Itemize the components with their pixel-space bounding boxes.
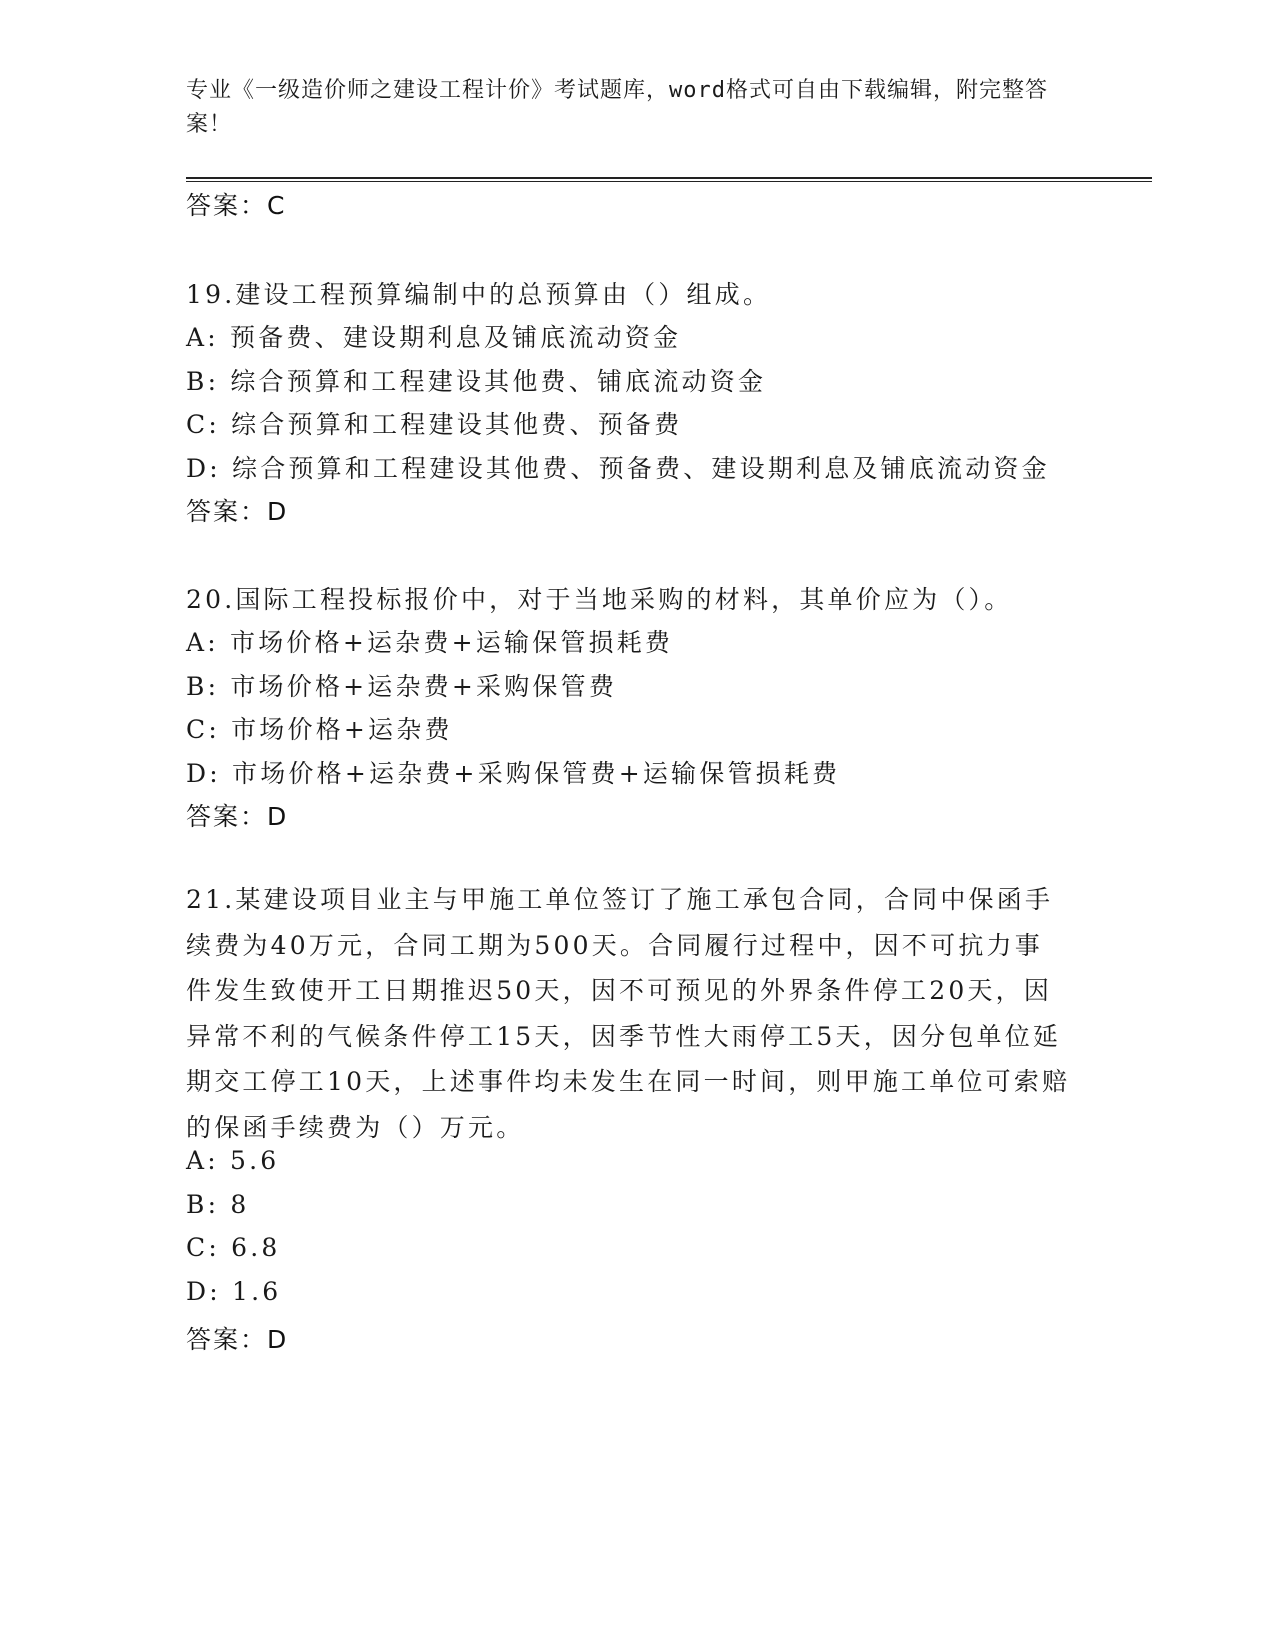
question-21-answer: 答案：D: [186, 1325, 289, 1354]
question-21-option-d: D: 1.6: [186, 1277, 282, 1306]
question-19-option-c: C: 综合预算和工程建设其他费、预备费: [186, 410, 683, 439]
question-20-option-c: C: 市场价格+运杂费: [186, 715, 453, 744]
question-21-option-c: C: 6.8: [186, 1233, 281, 1262]
header-divider: [186, 177, 1152, 179]
question-19-answer: 答案：D: [186, 497, 289, 526]
question-20-option-b: B: 市场价格+运杂费+采购保管费: [186, 672, 618, 701]
question-21-stem: 21.某建设项目业主与甲施工单位签订了施工承包合同，合同中保函手续费为40万元，合同工期为500天。合同履行过程中，因不可抗力事件发生致使开工日期推迟50天，因不可预见的外界条件停工20天，因异常不利的气候条件停工15天，因季节性大雨停工5天，因分包单位延期交工停工10天，上述事件均未发生在同一时间，则甲施工单位可索赔的保函手续费为（）万元。: [186, 885, 1071, 1142]
question-21-option-a: A: 5.6: [186, 1146, 280, 1175]
document-header: 专业《一级造价师之建设工程计价》考试题库，word格式可自由下载编辑，附完整答案！: [186, 78, 1048, 137]
question-21-option-b: B: 8: [186, 1190, 250, 1219]
question-20-stem: 20.国际工程投标报价中，对于当地采购的材料，其单价应为（）。: [186, 585, 1013, 614]
question-19-option-a: A: 预备费、建设期利息及铺底流动资金: [186, 323, 682, 352]
question-20-answer: 答案：D: [186, 802, 289, 831]
question-20-option-a: A: 市场价格+运杂费+运输保管损耗费: [186, 628, 674, 657]
question-19-option-b: B: 综合预算和工程建设其他费、铺底流动资金: [186, 367, 767, 396]
previous-answer: 答案：C: [186, 191, 287, 220]
question-19-stem: 19.建设工程预算编制中的总预算由（）组成。: [186, 280, 772, 309]
header-divider-thin: [186, 181, 1152, 182]
question-20-option-d: D: 市场价格+运杂费+采购保管费+运输保管损耗费: [186, 759, 841, 788]
question-19-option-d: D: 综合预算和工程建设其他费、预备费、建设期利息及铺底流动资金: [186, 454, 1050, 483]
